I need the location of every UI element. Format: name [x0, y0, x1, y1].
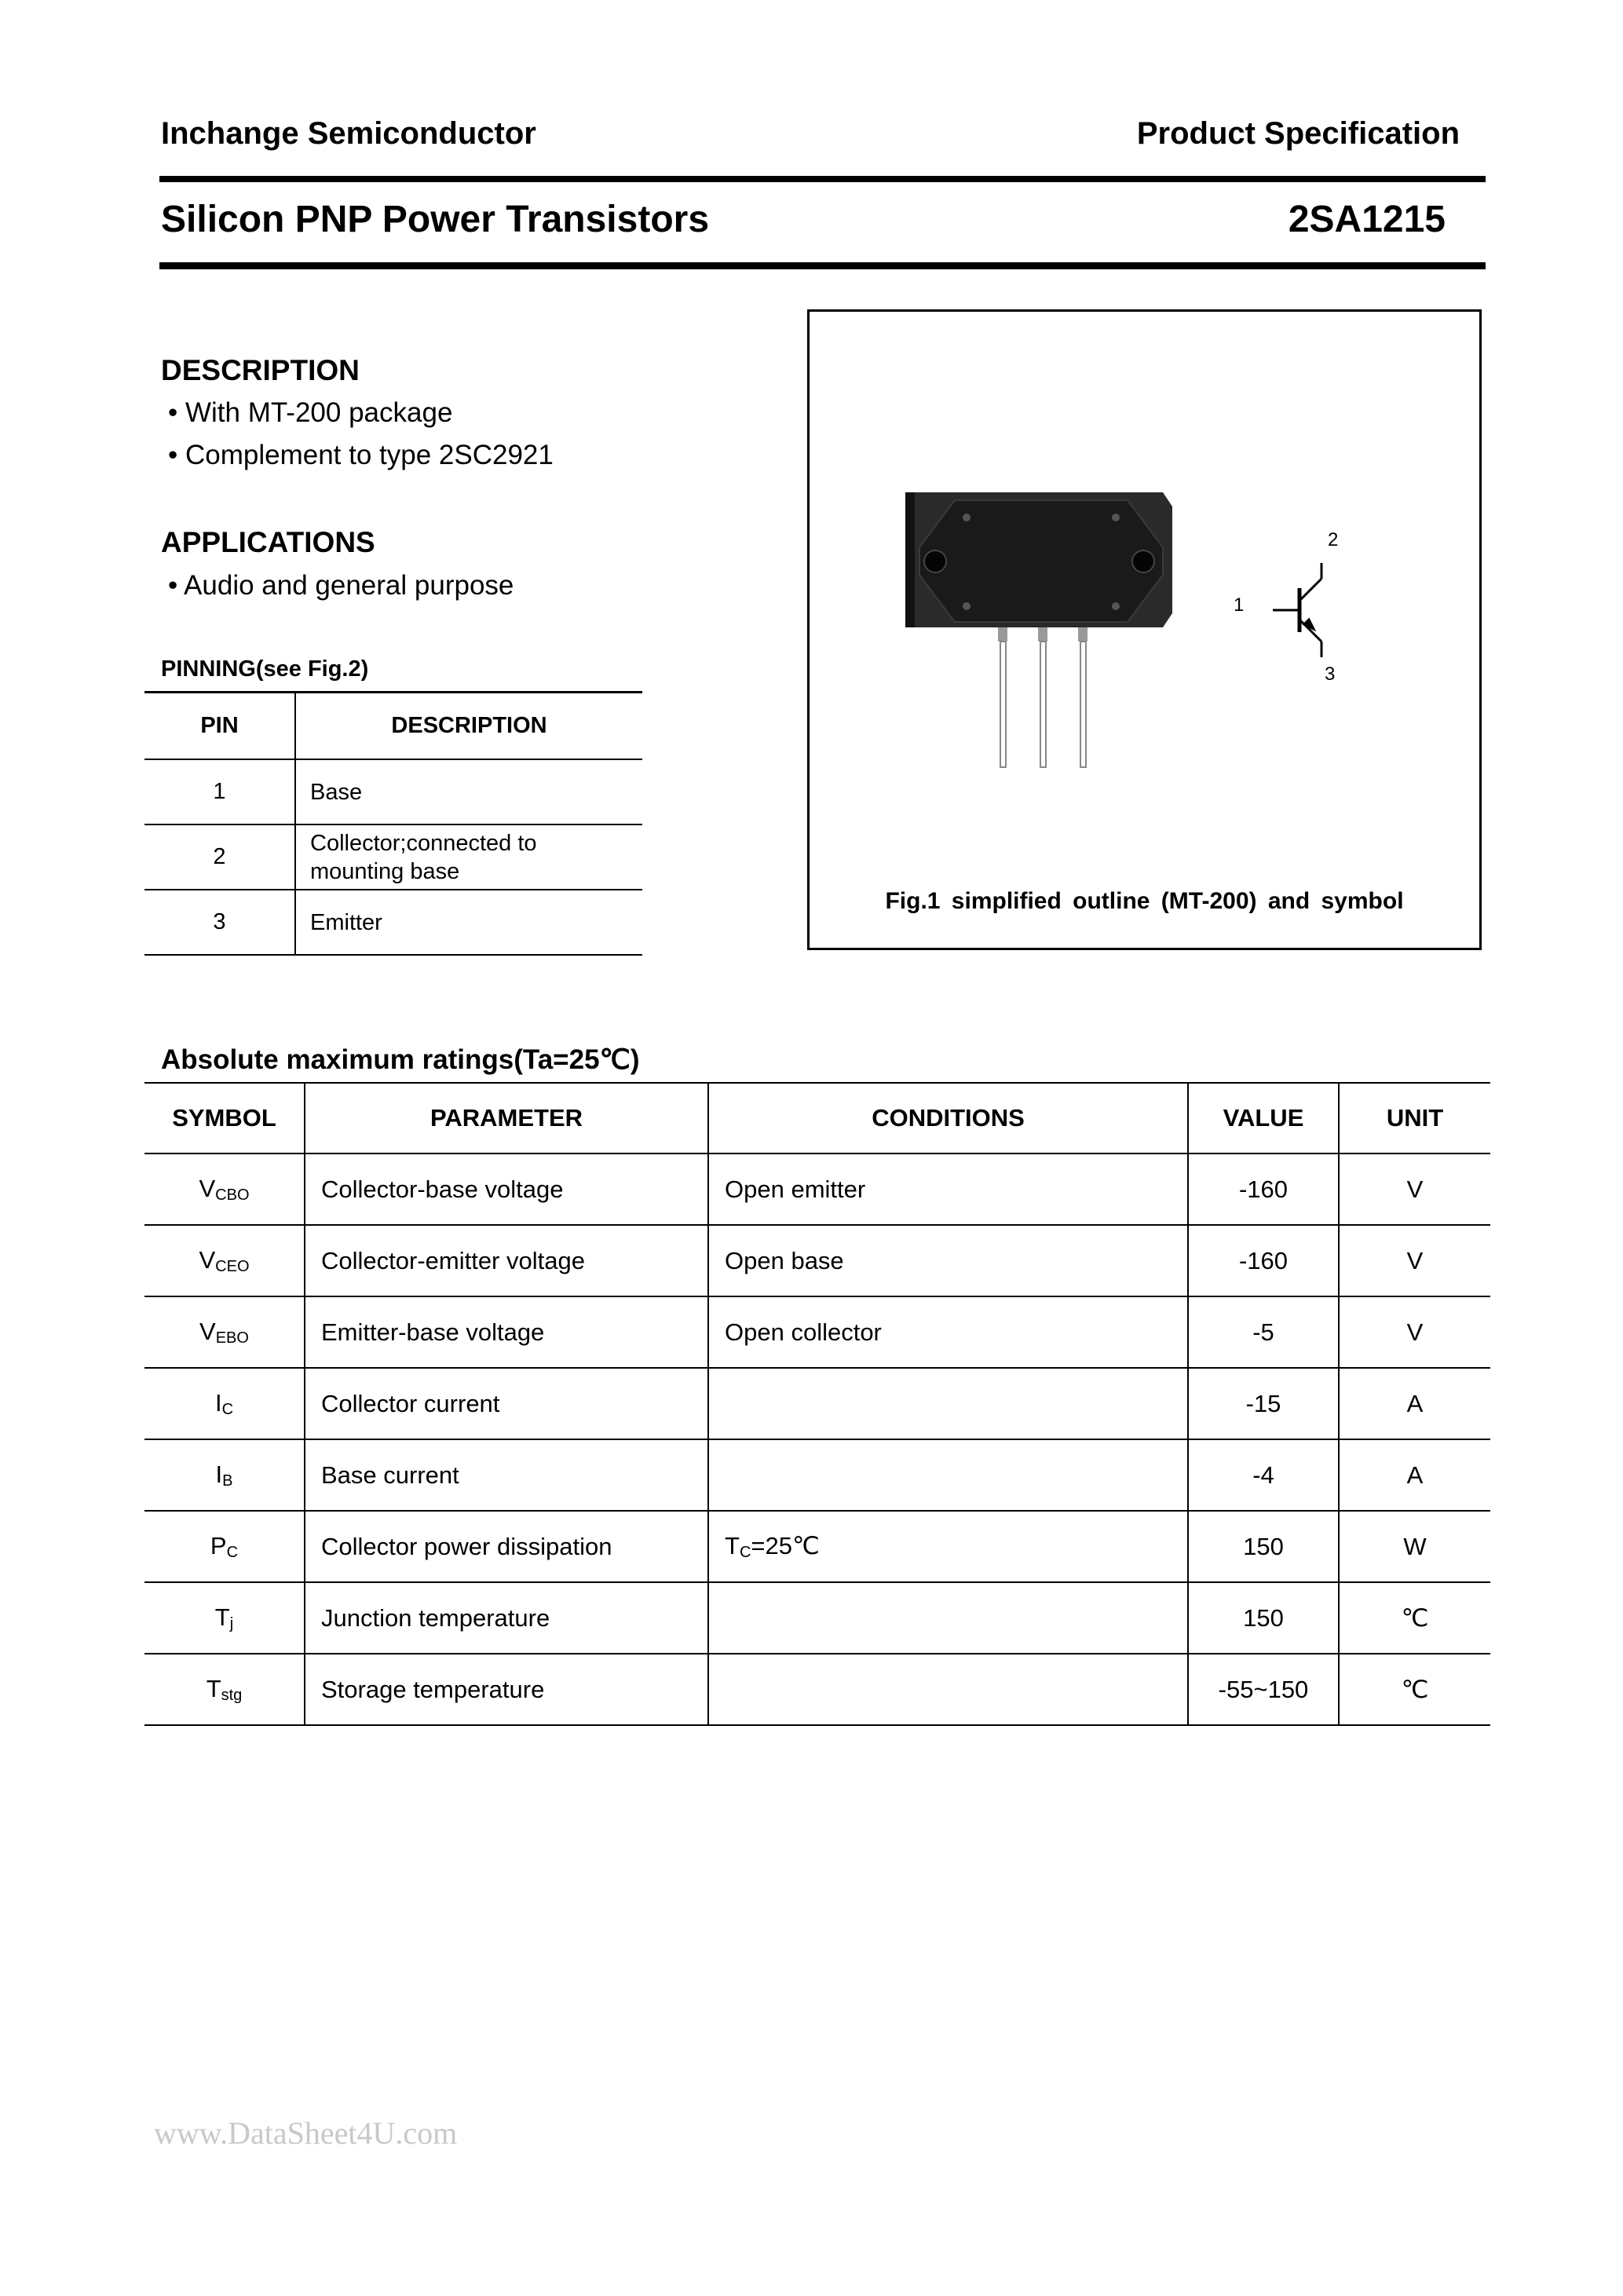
symbol-cell	[144, 1511, 305, 1582]
value-cell: 150	[1188, 1582, 1339, 1654]
table-row	[144, 1439, 1490, 1511]
symbol-cell	[144, 1153, 305, 1225]
symbol-cell	[144, 1439, 305, 1511]
figure-box	[807, 309, 1482, 950]
pin-description: Emitter	[295, 890, 642, 955]
parameter-cell: Base current	[305, 1439, 708, 1511]
unit-cell: ℃	[1339, 1654, 1490, 1725]
value-cell: -160	[1188, 1225, 1339, 1296]
condition-subscript: C	[739, 1543, 751, 1561]
table-row	[144, 1296, 1490, 1368]
document-type: Product Specification	[1136, 116, 1460, 151]
company-name: Inchange Semiconductor	[161, 116, 536, 151]
symbol-pin-label: 3	[1325, 664, 1336, 685]
symbol-subscript: B	[222, 1472, 233, 1490]
symbol-letter: V	[199, 1245, 216, 1274]
table-row	[144, 1582, 1490, 1654]
symbol-letter: V	[199, 1317, 216, 1345]
value-cell: -15	[1188, 1368, 1339, 1439]
symbol-letter: T	[214, 1603, 230, 1631]
pin-number: 1	[144, 759, 295, 824]
watermark-text: www.DataSheet4U.com	[154, 2115, 458, 2151]
symbol-cell	[144, 1296, 305, 1368]
header-rule	[159, 176, 1486, 182]
symbol-pin-label: 2	[1328, 529, 1339, 550]
table-row	[144, 1511, 1490, 1582]
header-symbol: SYMBOL	[144, 1083, 305, 1153]
part-number: 2SA1215	[1288, 199, 1446, 240]
description-heading: DESCRIPTION	[161, 354, 360, 386]
unit-cell: V	[1339, 1296, 1490, 1368]
symbol-letter: I	[214, 1388, 222, 1417]
symbol-cell	[144, 1368, 305, 1439]
symbol-cell	[144, 1582, 305, 1654]
symbol-letter: T	[206, 1674, 221, 1702]
table-row	[144, 1654, 1490, 1725]
table-row	[144, 890, 642, 955]
description-item: • Complement to type 2SC2921	[168, 440, 554, 470]
pinning-caption: PINNING(see Fig.2)	[161, 656, 369, 682]
symbol-cell	[144, 1225, 305, 1296]
value-cell: -160	[1188, 1153, 1339, 1225]
applications-item: • Audio and general purpose	[168, 570, 514, 601]
figure-caption: Fig.1 simplified outline (MT-200) and symbol	[885, 888, 1404, 914]
value-cell: -55~150	[1188, 1654, 1339, 1725]
symbol-letter: I	[215, 1460, 223, 1488]
table-row	[144, 759, 642, 824]
pin-number: 2	[144, 824, 295, 890]
symbol-cell	[144, 1654, 305, 1725]
pnp-transistor-symbol	[1273, 563, 1321, 657]
symbol-subscript: j	[229, 1614, 234, 1632]
table-header-row	[144, 693, 642, 760]
conditions-cell	[708, 1654, 1188, 1725]
unit-cell: A	[1339, 1439, 1490, 1511]
conditions-cell	[708, 1582, 1188, 1654]
unit-cell: W	[1339, 1511, 1490, 1582]
conditions-cell	[708, 1511, 1188, 1582]
unit-cell: V	[1339, 1225, 1490, 1296]
condition-value: =25℃	[751, 1531, 820, 1559]
symbol-subscript: CEO	[215, 1257, 250, 1275]
parameter-cell: Collector-emitter voltage	[305, 1225, 708, 1296]
conditions-cell: Open base	[708, 1225, 1188, 1296]
parameter-cell: Emitter-base voltage	[305, 1296, 708, 1368]
table-row	[144, 1225, 1490, 1296]
value-cell: -5	[1188, 1296, 1339, 1368]
pin-description: Base	[295, 759, 642, 824]
pin-description	[295, 824, 642, 890]
conditions-cell	[708, 1368, 1188, 1439]
value-cell: 150	[1188, 1511, 1339, 1582]
unit-cell: ℃	[1339, 1582, 1490, 1654]
conditions-cell: Open collector	[708, 1296, 1188, 1368]
description-item: • With MT-200 package	[168, 397, 453, 428]
ratings-table	[144, 1082, 1490, 1726]
conditions-cell	[708, 1439, 1188, 1511]
applications-heading: APPLICATIONS	[161, 526, 375, 558]
parameter-cell: Junction temperature	[305, 1582, 708, 1654]
mt200-package-image	[905, 492, 1172, 767]
conditions-cell: Open emitter	[708, 1153, 1188, 1225]
value-cell: -4	[1188, 1439, 1339, 1511]
header-value: VALUE	[1188, 1083, 1339, 1153]
figure-drawing	[810, 312, 1479, 877]
pin-description-line: Collector;connected to	[310, 830, 537, 856]
table-row	[144, 1153, 1490, 1225]
header-parameter: PARAMETER	[305, 1083, 708, 1153]
symbol-subscript: CBO	[215, 1186, 250, 1204]
symbol-subscript: EBO	[215, 1329, 249, 1347]
parameter-cell: Storage temperature	[305, 1654, 708, 1725]
symbol-letter: V	[199, 1174, 216, 1202]
condition-symbol: T	[725, 1531, 740, 1559]
pin-number: 3	[144, 890, 295, 955]
pinning-table	[144, 691, 642, 956]
header-unit: UNIT	[1339, 1083, 1490, 1153]
symbol-subscript: C	[221, 1400, 234, 1418]
symbol-pin-label: 1	[1234, 594, 1245, 616]
parameter-cell: Collector current	[305, 1368, 708, 1439]
header-description: DESCRIPTION	[295, 693, 642, 760]
table-header-row	[144, 1083, 1490, 1153]
header-pin: PIN	[144, 693, 295, 760]
parameter-cell: Collector power dissipation	[305, 1511, 708, 1582]
table-row	[144, 824, 642, 890]
unit-cell: V	[1339, 1153, 1490, 1225]
symbol-subscript: stg	[221, 1686, 243, 1704]
ratings-caption: Absolute maximum ratings(Ta=25℃)	[161, 1044, 640, 1075]
parameter-cell: Collector-base voltage	[305, 1153, 708, 1225]
table-row	[144, 1368, 1490, 1439]
title-rule	[159, 262, 1486, 269]
symbol-letter: P	[210, 1531, 227, 1559]
unit-cell: A	[1339, 1368, 1490, 1439]
header-conditions: CONDITIONS	[708, 1083, 1188, 1153]
symbol-subscript: C	[226, 1543, 239, 1561]
product-line-title: Silicon PNP Power Transistors	[161, 199, 710, 240]
pin-description-line: mounting base	[310, 858, 460, 884]
